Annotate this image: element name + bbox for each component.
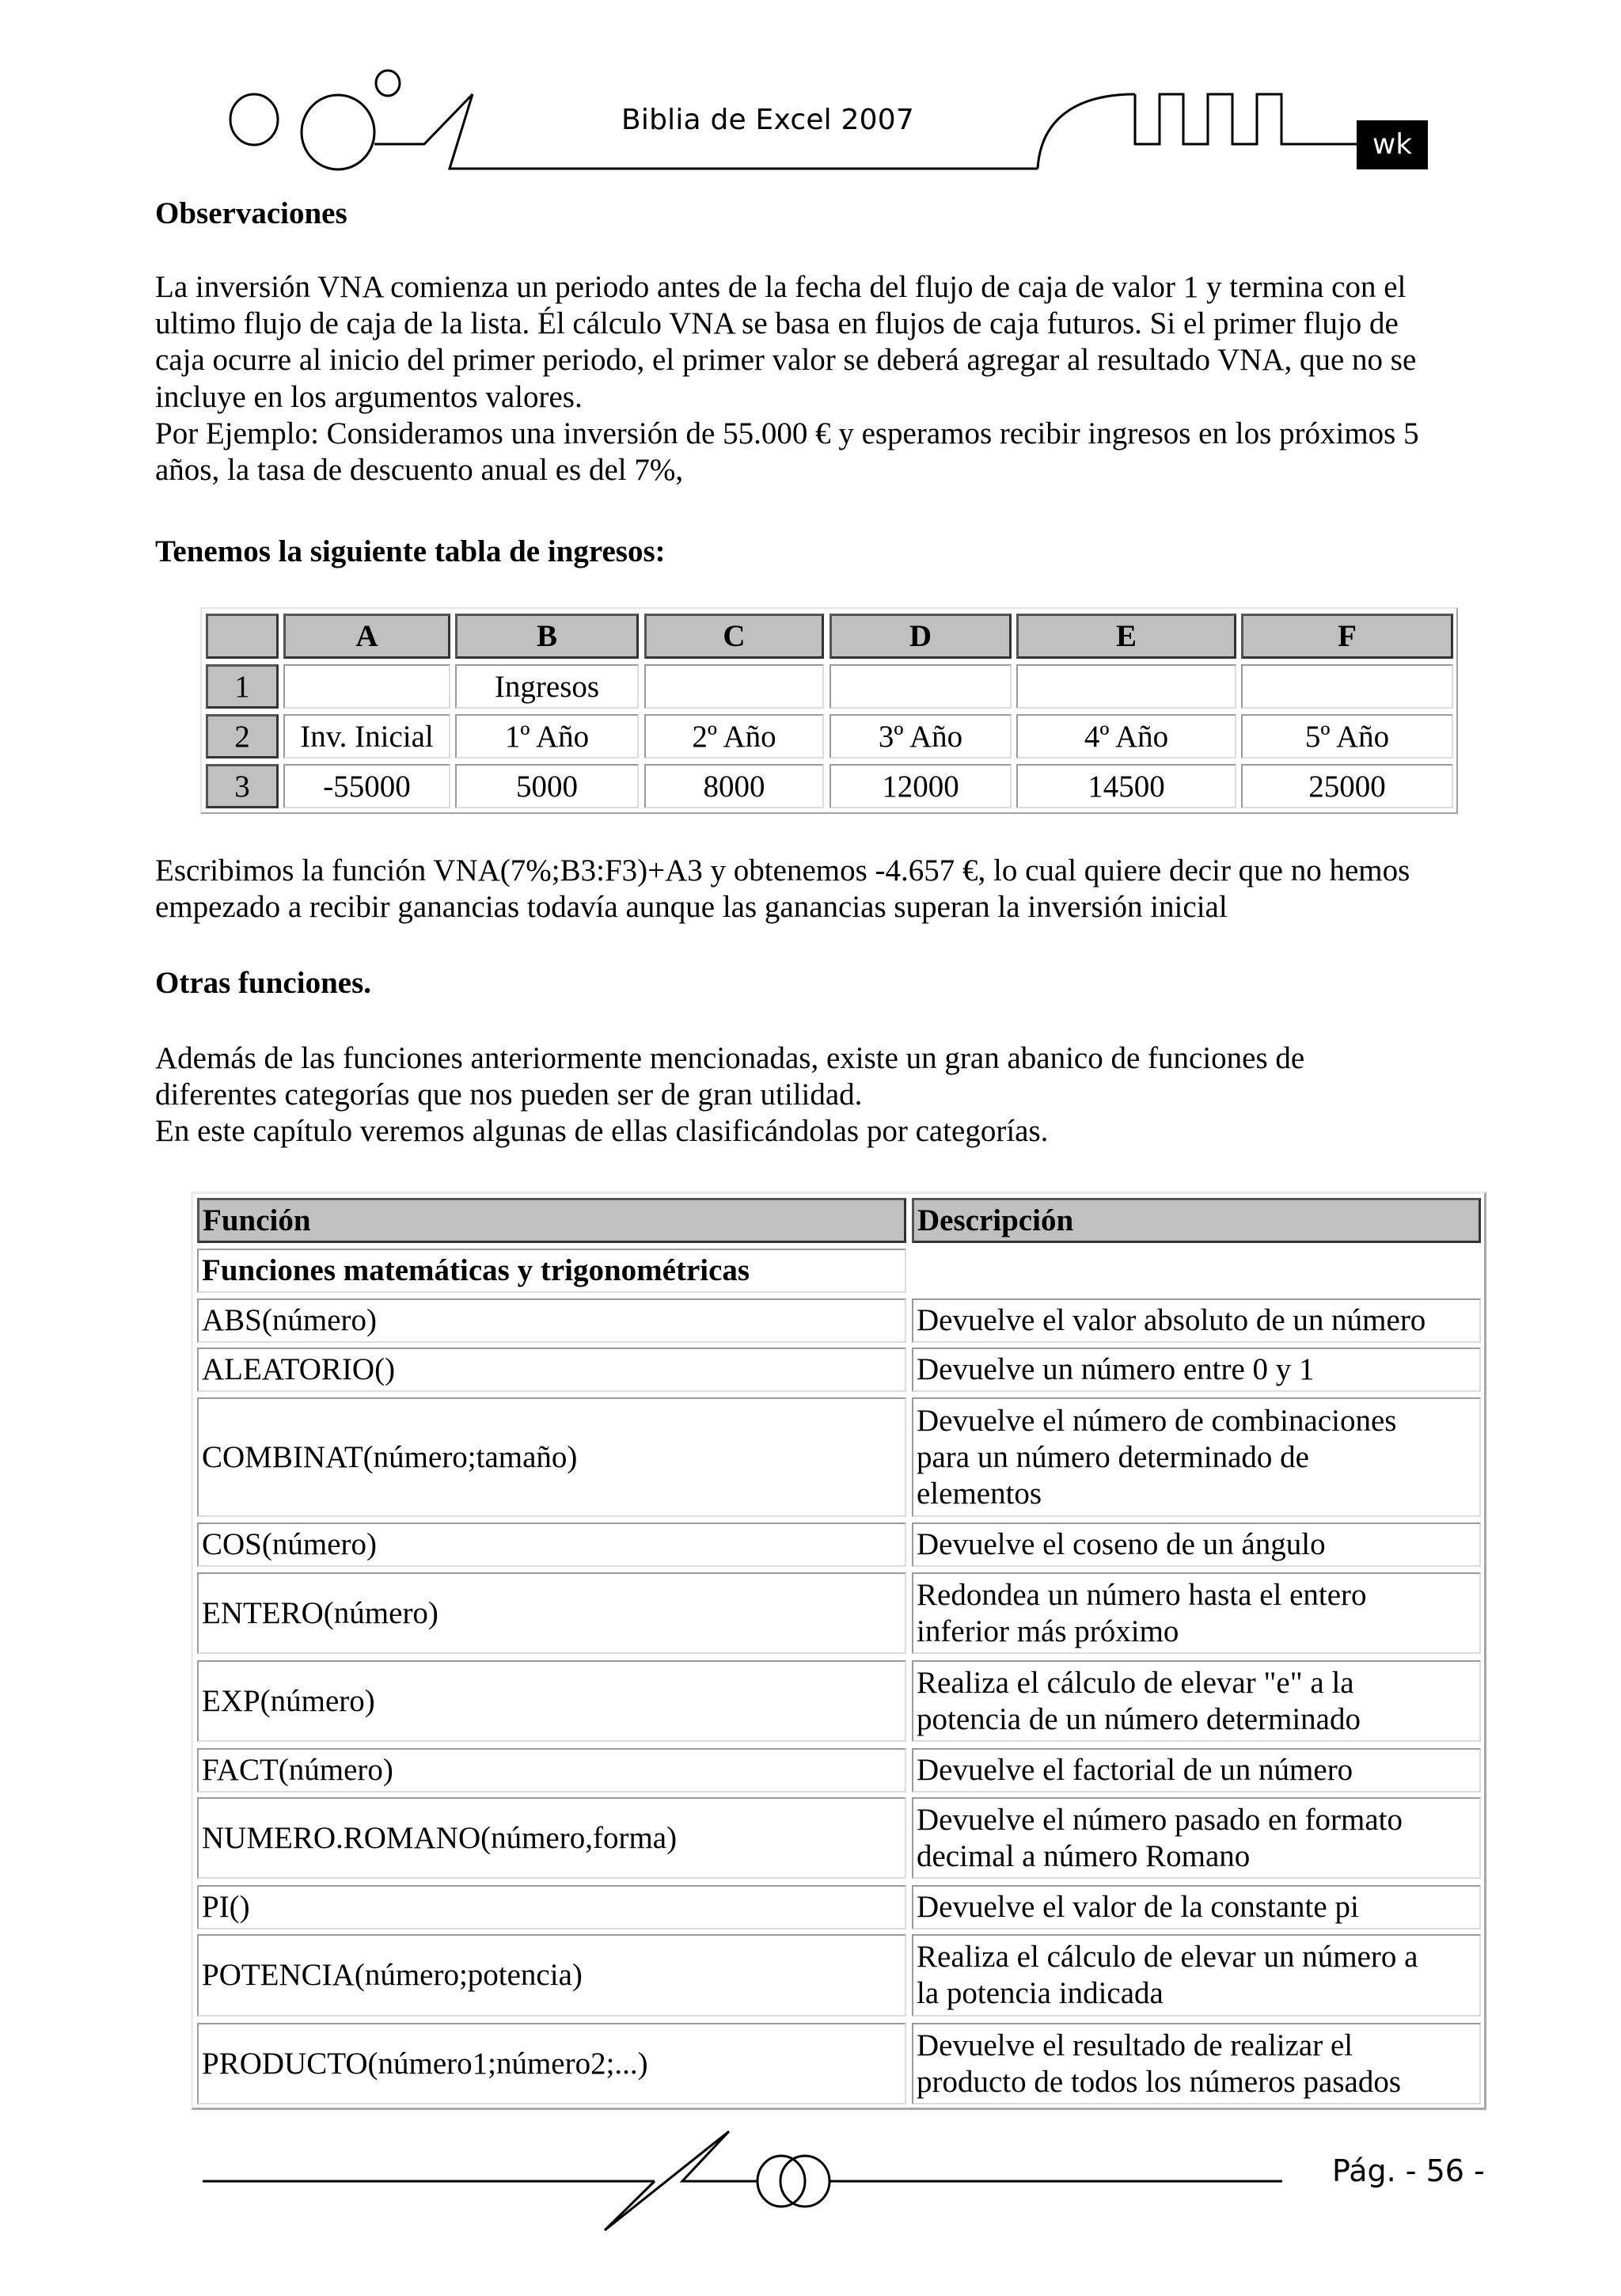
description-line: decimal a número Romano bbox=[917, 1838, 1251, 1873]
description-line: Devuelve el factorial de un número bbox=[917, 1753, 1353, 1787]
description-line: para un número determinado de bbox=[917, 1439, 1309, 1474]
function-name-cell: POTENCIA(número;potencia) bbox=[197, 1934, 906, 2017]
cell-f1 bbox=[1241, 664, 1453, 709]
description-line: inferior más próximo bbox=[917, 1614, 1179, 1648]
cell-a3: -55000 bbox=[283, 764, 450, 808]
paragraph-line: caja ocurre al inicio del primer periodo, el primer valor se deberá agregar al resultado VNA, que no se bbox=[155, 343, 1417, 378]
column-header-a: A bbox=[283, 614, 450, 659]
paragraph-line: En este capítulo veremos algunas de ellas clasificándolas por categorías. bbox=[155, 1114, 1049, 1149]
function-name-cell: COS(número) bbox=[197, 1522, 906, 1567]
column-header-d: D bbox=[829, 614, 1012, 659]
function-description-cell bbox=[912, 1397, 1481, 1517]
row-header-3: 3 bbox=[206, 764, 279, 808]
function-name-cell: COMBINAT(número;tamaño) bbox=[197, 1397, 906, 1517]
description-line: Devuelve el valor absoluto de un número bbox=[917, 1303, 1426, 1337]
column-header-c: C bbox=[644, 614, 824, 659]
paragraph-line: Además de las funciones anteriormente mencionadas, existe un gran abanico de funciones de bbox=[155, 1041, 1305, 1075]
function-description-cell bbox=[912, 1348, 1481, 1392]
function-description-cell bbox=[912, 1298, 1481, 1343]
description-line: Devuelve el resultado de realizar el bbox=[917, 2028, 1353, 2062]
running-header-title: Biblia de Excel 2007 bbox=[621, 104, 914, 136]
cell-c3: 8000 bbox=[644, 764, 824, 808]
description-line: elementos bbox=[917, 1476, 1042, 1511]
function-description-cell bbox=[912, 1522, 1481, 1567]
function-name-cell: NUMERO.ROMANO(número,forma) bbox=[197, 1797, 906, 1879]
wk-logo-badge: wk bbox=[1357, 120, 1428, 169]
description-line: Devuelve un número entre 0 y 1 bbox=[917, 1352, 1315, 1386]
category-row-label: Funciones matemáticas y trigonométricas bbox=[197, 1249, 906, 1293]
paragraph-line: empezado a recibir ganancias todavía aunque las ganancias superan la inversión inicial bbox=[155, 890, 1228, 925]
description-line: Devuelve el valor de la constante pi bbox=[917, 1890, 1359, 1924]
cell-b1: Ingresos bbox=[455, 664, 639, 709]
paragraph-line: Escribimos la función VNA(7%;B3:F3)+A3 y obtenemos -4.657 €, lo cual quiere decir que no hemos bbox=[155, 853, 1410, 888]
description-line: Devuelve el coseno de un ángulo bbox=[917, 1527, 1326, 1561]
function-name-cell: PI() bbox=[197, 1885, 906, 1929]
column-header-b: B bbox=[455, 614, 639, 659]
cell-d1 bbox=[829, 664, 1012, 709]
cell-d2: 3º Año bbox=[829, 714, 1012, 758]
description-line: potencia de un número determinado bbox=[917, 1701, 1361, 1736]
paragraph-resultado bbox=[155, 853, 1501, 926]
cell-c1 bbox=[644, 664, 824, 709]
description-line: Devuelve el número de combinaciones bbox=[917, 1403, 1397, 1438]
cell-e2: 4º Año bbox=[1016, 714, 1236, 758]
paragraph-line: La inversión VNA comienza un periodo antes de la fecha del flujo de caja de valor 1 y termina con el bbox=[155, 270, 1407, 304]
function-description-cell bbox=[912, 1572, 1481, 1654]
function-name-cell: PRODUCTO(número1;número2;...) bbox=[197, 2023, 906, 2104]
function-description-cell bbox=[912, 1660, 1481, 1742]
cell-a2: Inv. Inicial bbox=[283, 714, 450, 758]
description-line: la potencia indicada bbox=[917, 1976, 1164, 2010]
page-number: Pág. - 56 - bbox=[1332, 2153, 1485, 2188]
section-title-otras-funciones: Otras funciones. bbox=[155, 966, 371, 1000]
paragraph-otras-funciones bbox=[155, 1040, 1501, 1150]
paragraph-observaciones bbox=[155, 269, 1501, 488]
corner-cell bbox=[206, 614, 279, 659]
function-description-cell bbox=[912, 1885, 1481, 1929]
function-description-cell bbox=[912, 1934, 1481, 2017]
function-description-cell bbox=[912, 1748, 1481, 1792]
section-title-tabla-ingresos: Tenemos la siguiente tabla de ingresos: bbox=[155, 534, 666, 568]
description-line: producto de todos los números pasados bbox=[917, 2064, 1402, 2099]
column-header-f: F bbox=[1241, 614, 1453, 659]
section-title-observaciones: Observaciones bbox=[155, 196, 347, 230]
paragraph-line: incluye en los argumentos valores. bbox=[155, 379, 583, 414]
description-line: Realiza el cálculo de elevar un número a bbox=[917, 1940, 1418, 1974]
function-description-cell bbox=[912, 2023, 1481, 2104]
column-header-e: E bbox=[1016, 614, 1236, 659]
function-name-cell: ENTERO(número) bbox=[197, 1572, 906, 1654]
row-header-2: 2 bbox=[206, 714, 279, 758]
cell-c2: 2º Año bbox=[644, 714, 824, 758]
cell-f3: 25000 bbox=[1241, 764, 1453, 808]
function-description-cell bbox=[912, 1797, 1481, 1879]
cell-e3: 14500 bbox=[1016, 764, 1236, 808]
paragraph-line: años, la tasa de descuento anual es del 7%, bbox=[155, 453, 684, 488]
paragraph-line: ultimo flujo de caja de la lista. Él cálculo VNA se basa en flujos de caja futuros. Si el primer flujo de bbox=[155, 306, 1399, 341]
row-header-1: 1 bbox=[206, 664, 279, 709]
paragraph-line: Por Ejemplo: Consideramos una inversión de 55.000 € y esperamos recibir ingresos en los próximos 5 bbox=[155, 416, 1419, 450]
cell-d3: 12000 bbox=[829, 764, 1012, 808]
cell-a1 bbox=[283, 664, 450, 709]
function-name-cell: FACT(número) bbox=[197, 1748, 906, 1792]
function-name-cell: ABS(número) bbox=[197, 1298, 906, 1343]
description-line: Redondea un número hasta el entero bbox=[917, 1577, 1367, 1612]
description-line: Realiza el cálculo de elevar "e" a la bbox=[917, 1665, 1354, 1700]
cell-f2: 5º Año bbox=[1241, 714, 1453, 758]
cell-b2: 1º Año bbox=[455, 714, 639, 758]
function-name-cell: EXP(número) bbox=[197, 1660, 906, 1742]
paragraph-line: diferentes categorías que nos pueden ser de gran utilidad. bbox=[155, 1078, 863, 1112]
description-line: Devuelve el número pasado en formato bbox=[917, 1802, 1403, 1837]
cell-b3: 5000 bbox=[455, 764, 639, 808]
column-header-descripcion: Descripción bbox=[912, 1198, 1481, 1243]
column-header-funcion: Función bbox=[197, 1198, 906, 1243]
cell-e1 bbox=[1016, 664, 1236, 709]
function-name-cell: ALEATORIO() bbox=[197, 1348, 906, 1392]
